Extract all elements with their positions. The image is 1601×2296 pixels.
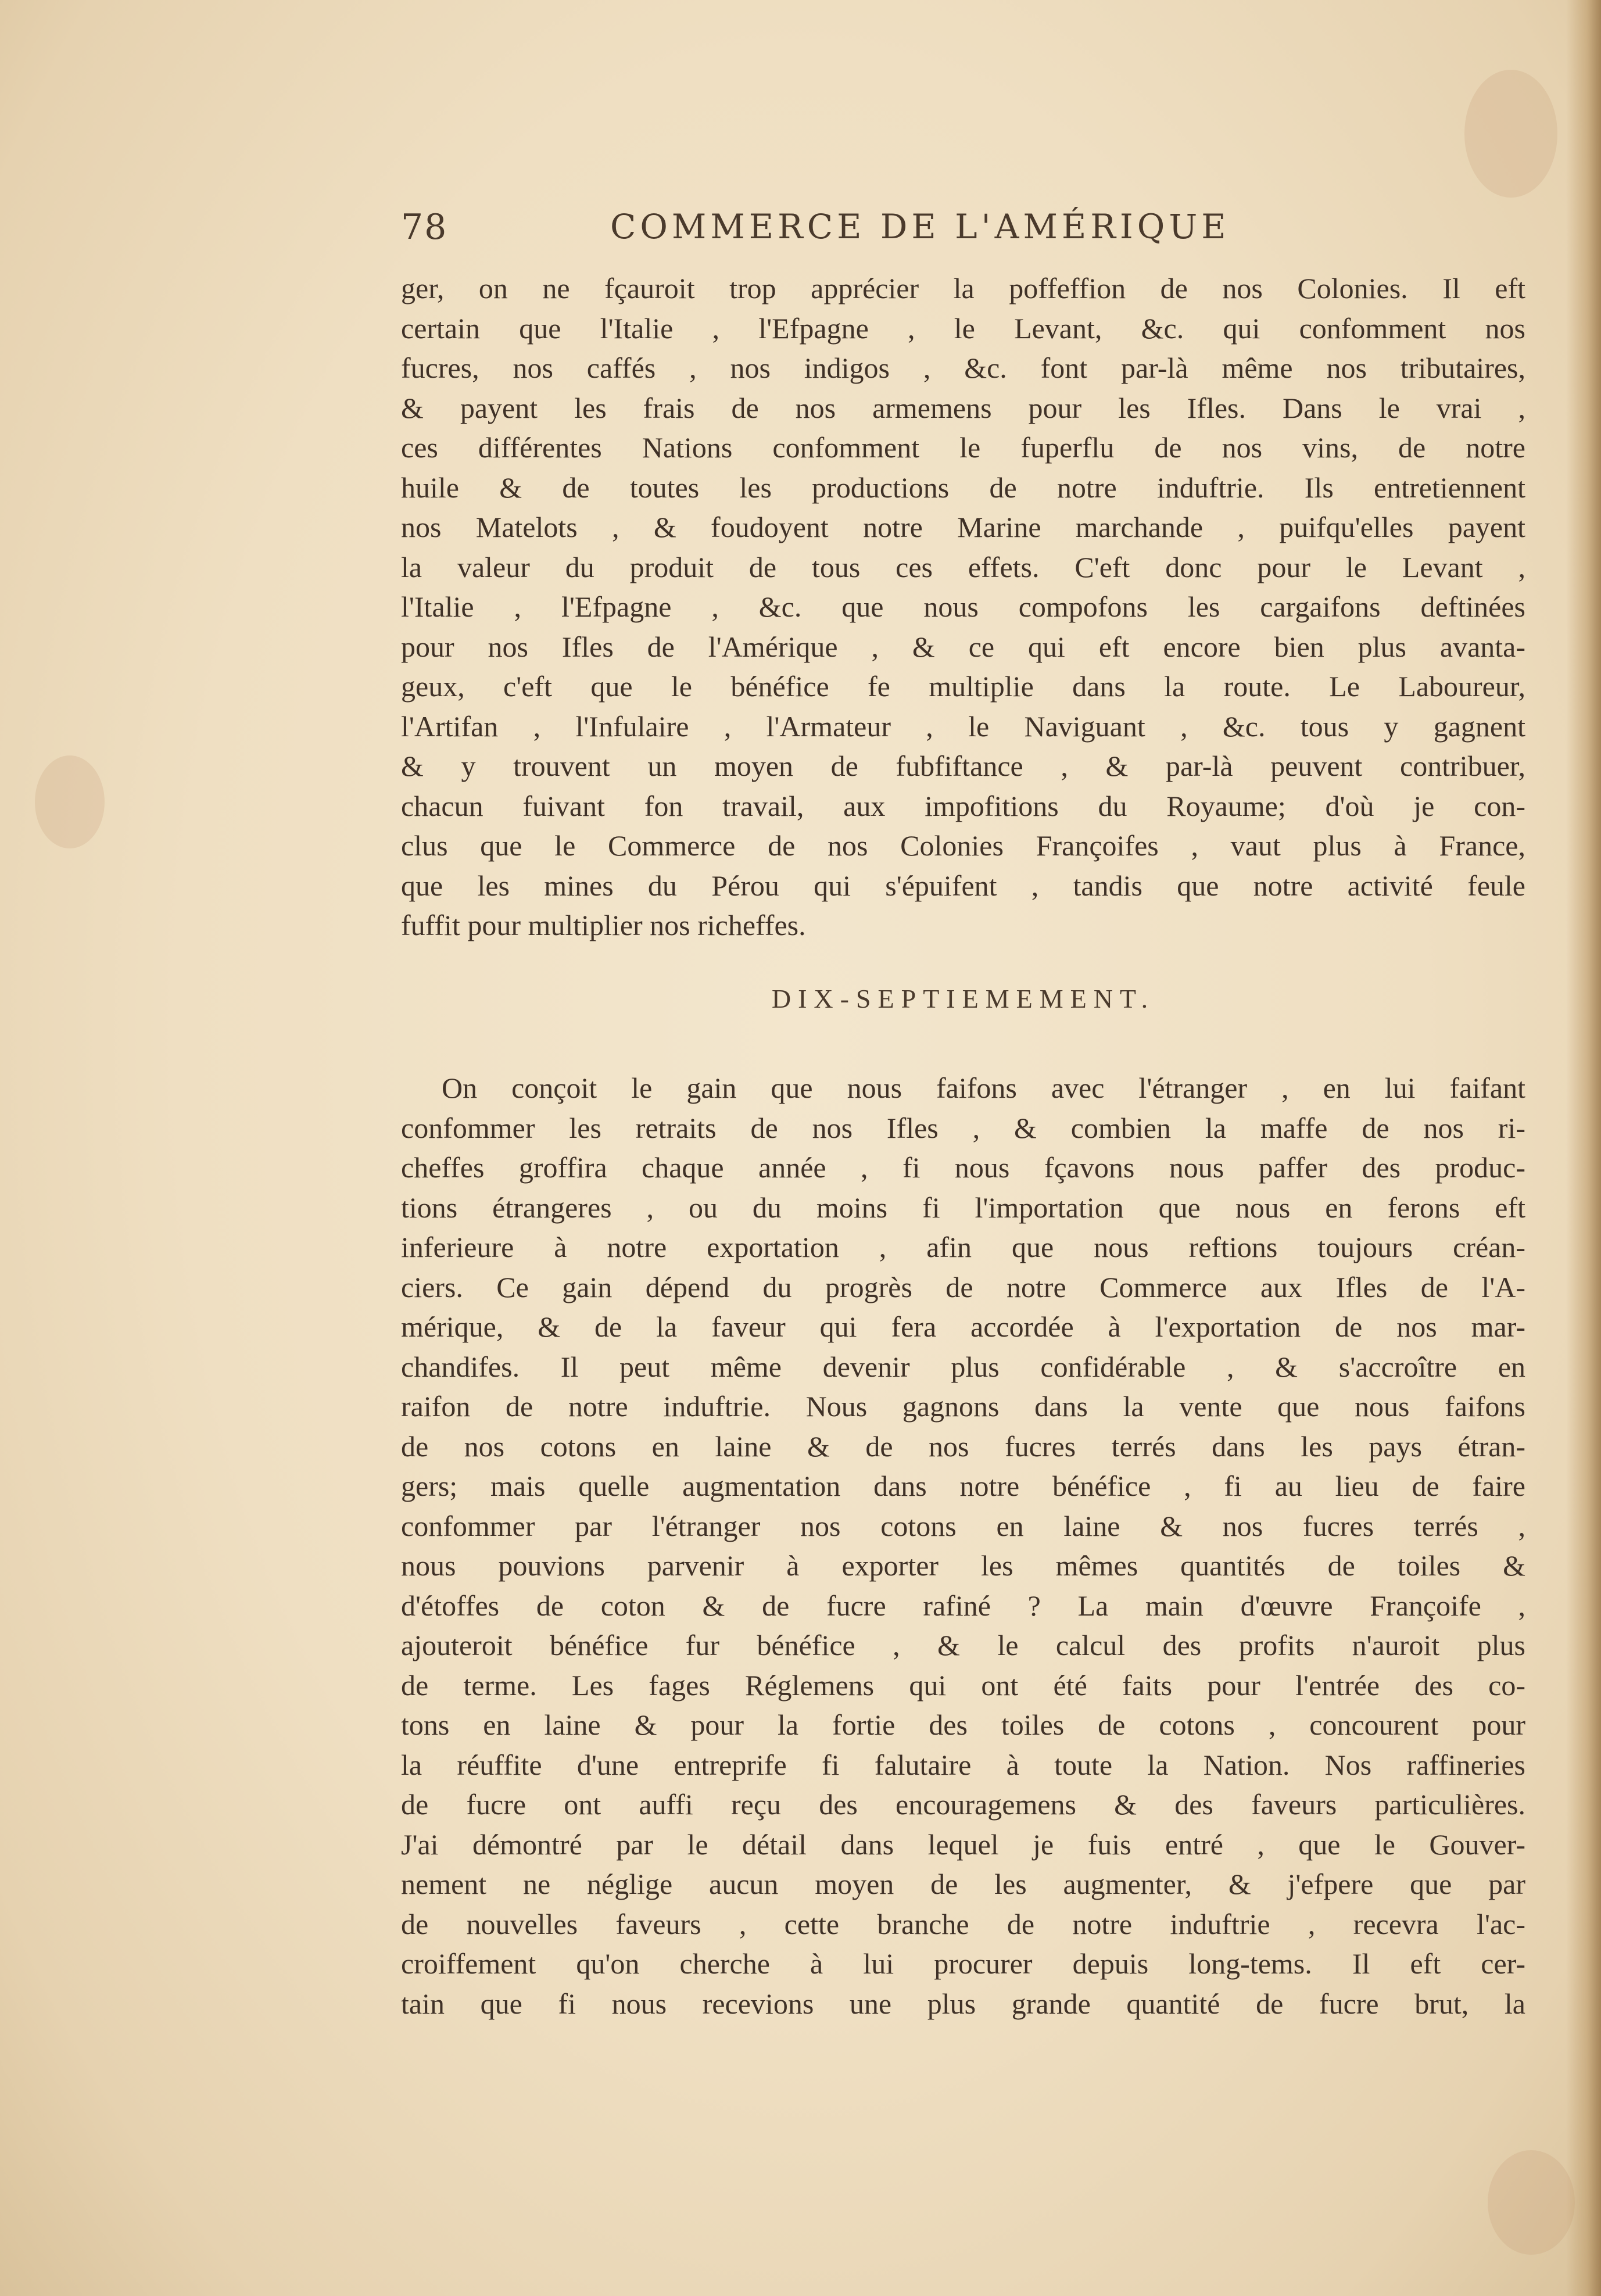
text-line: nos Matelots , & foudoyent notre Marine marchande , puifqu'elles payent xyxy=(401,511,1525,543)
text-line: pour nos Ifles de l'Amérique , & ce qui eft encore bien plus avanta- xyxy=(401,630,1525,663)
text-line: l'Italie , l'Efpagne , &c. que nous compofons les cargaifons deftinées xyxy=(401,590,1525,623)
text-line: ciers. Ce gain dépend du progrès de notre Commerce aux Ifles de l'A- xyxy=(401,1270,1525,1303)
foxing-stain xyxy=(1464,70,1557,198)
text-line: de fucre ont auffi reçu des encouragemens & des faveurs particulières. xyxy=(401,1788,1525,1821)
text-line: nement ne néglige aucun moyen de les augmenter, & j'efpere que par xyxy=(401,1868,1525,1900)
text-line: nous pouvions parvenir à exporter les mêmes quantités de toiles & xyxy=(401,1549,1525,1582)
text-line: & payent les frais de nos armemens pour les Ifles. Dans le vrai , xyxy=(401,391,1525,424)
page-edge-shadow xyxy=(1566,0,1601,2296)
text-line: croiffement qu'on cherche à lui procurer depuis long-tems. Il eft cer- xyxy=(401,1947,1525,1980)
text-line: confommer par l'étranger nos cotons en laine & nos fucres terrés , xyxy=(401,1509,1525,1542)
text-line: la valeur du produit de tous ces effets. C'eft donc pour le Levant , xyxy=(401,550,1525,583)
text-line: clus que le Commerce de nos Colonies Françoifes , vaut plus à France, xyxy=(401,829,1525,862)
text-line: chacun fuivant fon travail, aux impofitions du Royaume; d'où je con- xyxy=(401,789,1525,822)
text-line: tions étrangeres , ou du moins fi l'importation que nous en ferons eft xyxy=(401,1191,1525,1224)
text-line: ger, on ne fçauroit trop apprécier la poffeffion de nos Colonies. Il eft xyxy=(401,272,1525,305)
text-line: d'étoffes de coton & de fucre rafiné ? La main d'œuvre Françoife , xyxy=(401,1589,1525,1622)
text-line: confommer les retraits de nos Ifles , & combien la maffe de nos ri- xyxy=(401,1111,1525,1144)
text-line: & y trouvent un moyen de fubfiftance , & par-là peuvent contribuer, xyxy=(401,750,1525,782)
text-line: On conçoit le gain que nous faifons avec l'étranger , en lui faifant xyxy=(442,1072,1525,1104)
text-line: raifon de notre induftrie. Nous gagnons dans la vente que nous faifons xyxy=(401,1390,1525,1423)
text-line: tain que fi nous recevions une plus grande quantité de fucre brut, la xyxy=(401,1987,1525,2020)
foxing-stain xyxy=(35,755,105,848)
text-line: mérique, & de la faveur qui fera accordée à l'exportation de nos mar- xyxy=(401,1310,1525,1343)
text-line: huile & de toutes les productions de notre induftrie. Ils entretiennent xyxy=(401,471,1525,504)
text-line: tons en laine & pour la fortie des toiles de cotons , concourent pour xyxy=(401,1708,1525,1741)
text-line: fucres, nos caffés , nos indigos , &c. font par-là même nos tributaires, xyxy=(401,352,1525,384)
running-title: COMMERCE DE L'AMÉRIQUE xyxy=(610,207,1230,246)
text-line: de nos cotons en laine & de nos fucres terrés dans les pays étran- xyxy=(401,1430,1525,1463)
text-line: geux, c'eft que le bénéfice fe multiplie dans la route. Le Laboureur, xyxy=(401,670,1525,703)
text-line: certain que l'Italie , l'Efpagne , le Levant, &c. qui confomment nos xyxy=(401,311,1525,345)
text-line: l'Artifan , l'Infulaire , l'Armateur , le Naviguant , &c. tous y gagnent xyxy=(401,710,1525,743)
page-number: 78 xyxy=(401,207,448,248)
text-line: ces différentes Nations confomment le fuperflu de nos vins, de notre xyxy=(401,431,1525,464)
page-header xyxy=(401,207,1366,259)
text-line: gers; mais quelle augmentation dans notre bénéfice , fi au lieu de faire xyxy=(401,1470,1525,1502)
text-line: inferieure à notre exportation , afin que nous reftions toujours créan- xyxy=(401,1231,1525,1263)
text-line: de nouvelles faveurs , cette branche de notre induftrie , recevra l'ac- xyxy=(401,1907,1525,1940)
text-line: ajouteroit bénéfice fur bénéfice , & le calcul des profits n'auroit plus xyxy=(401,1629,1525,1661)
text-line: J'ai démontré par le détail dans lequel je fuis entré , que le Gouver- xyxy=(401,1828,1525,1861)
paragraph xyxy=(401,1068,1525,2023)
text-line: que les mines du Pérou qui s'épuifent , tandis que notre activité feule xyxy=(401,869,1525,902)
foxing-stain xyxy=(1488,2150,1575,2255)
paragraph-continued xyxy=(401,268,1525,945)
text-line: cheffes groffira chaque année , fi nous fçavons nous paffer des produc- xyxy=(401,1151,1525,1184)
text-line: chandifes. Il peut même devenir plus confidérable , & s'accroître en xyxy=(401,1350,1525,1383)
text-line: fuffit pour multiplier nos richeffes. xyxy=(401,909,806,941)
text-line: la réuffite d'une entreprife fi falutaire à toute la Nation. Nos raffineries xyxy=(401,1748,1525,1781)
text-line: de terme. Les fages Réglemens qui ont été faits pour l'entrée des co- xyxy=(401,1668,1525,1702)
section-heading: DIX-SEPTIEMEMENT. xyxy=(771,984,1155,1013)
